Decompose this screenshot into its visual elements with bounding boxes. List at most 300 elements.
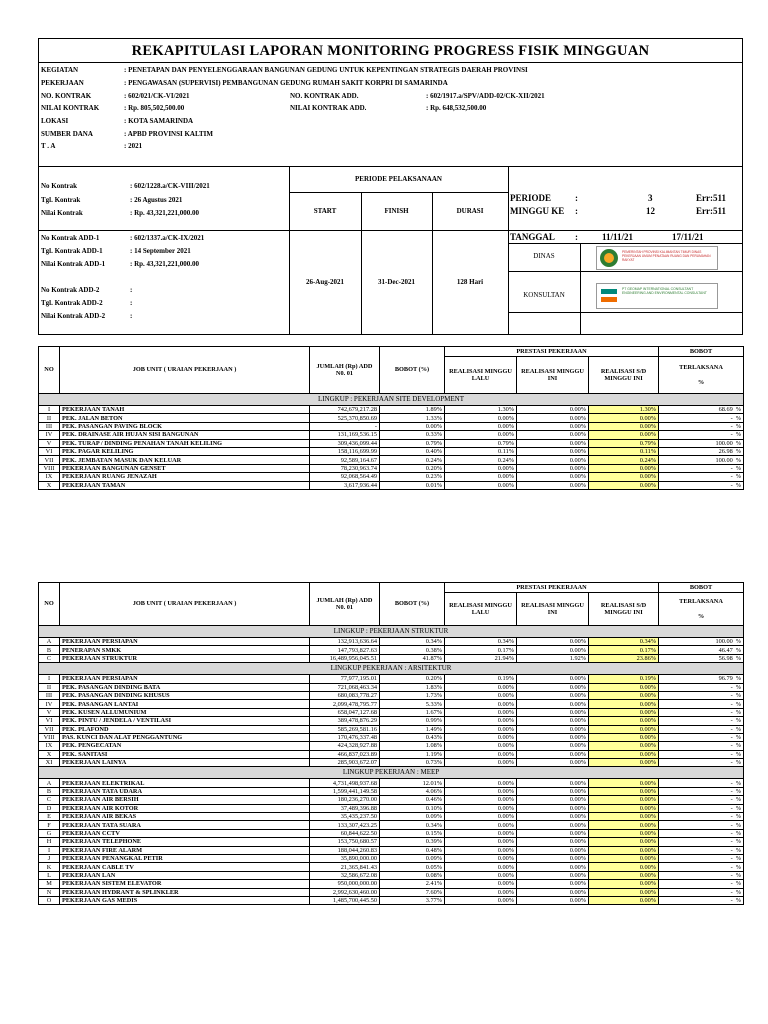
durasi-label: DURASI [456, 207, 484, 215]
row-terlaksana [659, 447, 744, 455]
row-job: PEKERJAAN AIR BEKAS [60, 813, 310, 821]
row-job: PEK. JALAN BETON [60, 414, 310, 422]
table-row [39, 422, 744, 430]
row-jumlah: 77,977,195.01 [310, 675, 380, 683]
row-ini: 0.00% [517, 871, 589, 879]
table-row [39, 646, 744, 654]
col-terlaksana [659, 593, 744, 626]
row-job: PENERAPAN SMKK [60, 646, 310, 654]
row-terlaksana-value: - [730, 422, 733, 430]
row-ini: 0.00% [517, 725, 589, 733]
konsultan-logo-text: PT GEOMAP INTERNATIONAL CONSULTANT ENGINEERING AND ENVIRONMENTAL CONSULTANT [622, 287, 707, 296]
progress-table-building [38, 582, 744, 905]
row-bobot: 1.08% [380, 742, 445, 750]
table-row [39, 733, 744, 741]
row-ini: 0.00% [517, 796, 589, 804]
row-bobot: 5.33% [380, 700, 445, 708]
row-sd: 0.00% [589, 742, 659, 750]
row-job: PEKERJAAN SISTEM ELEVATOR [60, 880, 310, 888]
section-heading: LINGKUP PEKERJAAN : MEEP [39, 767, 744, 779]
row-terlaksana [659, 750, 744, 758]
row-job: PEKERJAAN LAN [60, 871, 310, 879]
row-sd: 0.00% [589, 717, 659, 725]
row-bobot: 0.34% [380, 638, 445, 646]
row-sd: 0.11% [589, 447, 659, 455]
row-no: B [39, 646, 60, 654]
row-jumlah: 680,083,778.27 [310, 691, 380, 699]
col-terlaksana-pct: % [697, 613, 705, 620]
minggu-err: Err:511 [696, 206, 726, 216]
row-terlaksana-value: 100.00 [715, 456, 733, 464]
table-row [39, 796, 744, 804]
row-terlaksana [659, 787, 744, 795]
row-bobot: 0.23% [380, 473, 445, 481]
row-lalu: 0.00% [445, 742, 517, 750]
row-lalu: 0.79% [445, 439, 517, 447]
tanggal-label: TANGGAL [510, 232, 555, 242]
nilai-kontrak-add-label: NILAI KONTRAK ADD. [290, 104, 367, 112]
lokasi-label: LOKASI [41, 117, 69, 125]
row-job: PEKERJAAN CCTV [60, 829, 310, 837]
row-no: XI [39, 759, 60, 767]
table-header [39, 583, 744, 593]
table-row [39, 431, 744, 439]
row-sd: 0.00% [589, 854, 659, 862]
row-terlaksana-value: - [730, 838, 733, 846]
row-job: PEK. TURAP / DINDING PENAHAN TANAH KELILING [60, 439, 310, 447]
divider [38, 62, 743, 63]
row-terlaksana-pct: % [735, 863, 742, 871]
row-job: PEKERJAAN TANAH [60, 406, 310, 414]
row-terlaksana [659, 473, 744, 481]
row-ini: 0.00% [517, 481, 589, 489]
row-terlaksana-pct: % [735, 846, 742, 854]
table-row [39, 896, 744, 904]
row-ini: 0.00% [517, 846, 589, 854]
row-sd: 0.00% [589, 871, 659, 879]
row-lalu: 0.00% [445, 473, 517, 481]
add2-tgl-value: : [130, 299, 133, 307]
row-terlaksana-pct: % [735, 638, 742, 646]
row-terlaksana-value: - [730, 464, 733, 472]
col-terlaksana-top: BOBOT [659, 583, 744, 593]
row-job: PEKERJAAN CABLE TV [60, 863, 310, 871]
row-terlaksana-value: - [730, 692, 733, 700]
row-ini: 0.00% [517, 431, 589, 439]
col-terlaksana-mid: TERLAKSANA [679, 363, 723, 371]
row-lalu: 0.00% [445, 464, 517, 472]
table-row [39, 654, 744, 662]
row-bobot: 0.20% [380, 675, 445, 683]
row-ini: 1.92% [517, 654, 589, 662]
row-no: B [39, 787, 60, 795]
row-sd: 1.30% [589, 406, 659, 414]
row-lalu: 0.00% [445, 888, 517, 896]
row-job: PEKERJAAN PERSIAPAN [60, 638, 310, 646]
row-terlaksana-pct: % [735, 796, 742, 804]
row-ini: 0.00% [517, 813, 589, 821]
row-bobot: 7.60% [380, 888, 445, 896]
add1-nilai-label: Nilai Kontrak ADD-1 [41, 260, 106, 268]
row-no: O [39, 896, 60, 904]
row-job: PEK. PASANGAN DINDING BATA [60, 683, 310, 691]
row-ini: 0.00% [517, 863, 589, 871]
row-no: G [39, 829, 60, 837]
finish-label: FINISH [384, 207, 409, 215]
row-job: PEKERJAAN TAMAN [60, 481, 310, 489]
col-job: JOB UNIT ( URAIAN PEKERJAAN ) [60, 583, 310, 626]
divider [508, 230, 743, 231]
row-sd: 0.19% [589, 675, 659, 683]
divider [508, 271, 743, 272]
contract-tgl-label: Tgl. Kontrak [41, 196, 81, 204]
row-terlaksana [659, 700, 744, 708]
row-sd: 0.00% [589, 700, 659, 708]
row-no: H [39, 838, 60, 846]
col-lalu: REALISASI MINGGU LALU [445, 593, 517, 626]
row-lalu: 0.00% [445, 863, 517, 871]
no-kontrak-label: NO. KONTRAK [41, 92, 92, 100]
minggu-value: 12 [646, 206, 655, 216]
row-jumlah: 2,992,630,460.00 [310, 888, 380, 896]
row-terlaksana-pct: % [735, 838, 742, 846]
add1-tgl-label: Tgl. Kontrak ADD-1 [41, 247, 103, 255]
row-lalu: 0.00% [445, 880, 517, 888]
row-job: PEKERJAAN RUANG JENAZAH [60, 473, 310, 481]
row-sd: 0.00% [589, 683, 659, 691]
row-sd: 0.00% [589, 473, 659, 481]
start-label: START [313, 207, 337, 215]
col-bobot: BOBOT (%) [380, 347, 445, 394]
row-terlaksana-pct: % [735, 675, 742, 683]
table-row [39, 725, 744, 733]
row-sd: 0.00% [589, 733, 659, 741]
row-ini: 0.00% [517, 880, 589, 888]
row-lalu: 0.24% [445, 456, 517, 464]
row-no: X [39, 481, 60, 489]
lokasi-value: : KOTA SAMARINDA [124, 117, 194, 125]
tanggal-from: 11/11/21 [602, 232, 634, 242]
row-terlaksana-pct: % [735, 481, 742, 489]
row-jumlah: 721,068,463.34 [310, 683, 380, 691]
row-jumlah: 1,485,700,445.50 [310, 896, 380, 904]
row-job: PEKERJAAN BANGUNAN GENSET [60, 464, 310, 472]
row-lalu: 0.00% [445, 683, 517, 691]
row-job: PEK. PASANGAN LANTAI [60, 700, 310, 708]
row-bobot: 0.01% [380, 481, 445, 489]
add2-no-value: : [130, 286, 133, 294]
row-terlaksana-pct: % [735, 804, 742, 812]
row-lalu: 0.00% [445, 779, 517, 787]
row-terlaksana-value: - [730, 742, 733, 750]
row-terlaksana [659, 796, 744, 804]
row-sd: 0.00% [589, 422, 659, 430]
row-terlaksana [659, 871, 744, 879]
row-terlaksana-pct: % [735, 406, 742, 414]
row-bobot: 12.01% [380, 779, 445, 787]
section-heading-row [39, 394, 744, 406]
row-terlaksana-value: - [730, 750, 733, 758]
table-row [39, 787, 744, 795]
row-jumlah: 21,365,841.43 [310, 863, 380, 871]
row-no: VIII [39, 733, 60, 741]
row-terlaksana-pct: % [735, 725, 742, 733]
table-row [39, 473, 744, 481]
add2-no-label: No Kontrak ADD-2 [41, 286, 100, 294]
row-terlaksana-value: 100.00 [715, 439, 733, 447]
row-bobot: 1.49% [380, 725, 445, 733]
divider [580, 243, 581, 335]
row-ini: 0.00% [517, 708, 589, 716]
row-bobot: 0.08% [380, 871, 445, 879]
minggu-colon: : [575, 206, 578, 216]
row-jumlah: 147,793,827.63 [310, 646, 380, 654]
dinas-logo-text: PEMERINTAH PROVINSI KALIMANTAN TIMUR DINAS PEKERJAAN UMUM PENATAAN RUANG DAN PERUMAHAN RAKYAT [622, 250, 711, 262]
add1-no-value: : 602/1337.a/CK-IX/2021 [130, 234, 205, 242]
no-kontrak-add-label: NO. KONTRAK ADD. [290, 92, 359, 100]
row-lalu: 0.34% [445, 638, 517, 646]
row-jumlah: 585,269,581.16 [310, 725, 380, 733]
row-lalu: 0.00% [445, 422, 517, 430]
row-terlaksana [659, 708, 744, 716]
row-bobot: 0.46% [380, 796, 445, 804]
konsultan-label: KONSULTAN [523, 291, 565, 299]
row-lalu: 0.00% [445, 871, 517, 879]
section-heading-row [39, 626, 744, 638]
no-kontrak-value: : 602/021/CK-VI/2021 [124, 92, 190, 100]
row-terlaksana [659, 854, 744, 862]
row-terlaksana-value: - [730, 473, 733, 481]
row-terlaksana [659, 406, 744, 414]
row-sd: 0.00% [589, 846, 659, 854]
row-ini: 0.00% [517, 733, 589, 741]
row-terlaksana [659, 759, 744, 767]
row-terlaksana-pct: % [735, 683, 742, 691]
row-sd: 0.00% [589, 896, 659, 904]
row-terlaksana [659, 431, 744, 439]
row-bobot: 0.99% [380, 717, 445, 725]
row-no: IX [39, 473, 60, 481]
row-terlaksana [659, 725, 744, 733]
row-lalu: 0.00% [445, 431, 517, 439]
row-terlaksana-value: - [730, 431, 733, 439]
row-terlaksana-pct: % [735, 897, 742, 905]
row-job: PEKERJAAN FIRE ALARM [60, 846, 310, 854]
divider [38, 230, 508, 231]
row-terlaksana-pct: % [735, 431, 742, 439]
col-sd: REALISASI S/D MINGGU INI [589, 357, 659, 394]
dinas-label: DINAS [533, 252, 555, 260]
row-terlaksana-pct: % [735, 646, 742, 654]
contract-tgl-value: : 26 Agustus 2021 [130, 196, 183, 204]
row-jumlah: 3,617,936.44 [310, 481, 380, 489]
row-terlaksana-value: - [730, 846, 733, 854]
row-lalu: 0.00% [445, 796, 517, 804]
kegiatan-value: : PENETAPAN DAN PENYELENGGARAAN BANGUNAN GEDUNG UNTUK KEPENTINGAN STRATEGIS DAERAH PROVINSI [124, 66, 528, 74]
row-sd: 0.00% [589, 759, 659, 767]
finish-value: 31-Dec-2021 [378, 278, 415, 286]
row-no: F [39, 821, 60, 829]
table-row [39, 464, 744, 472]
contract-no-label: No Kontrak [41, 182, 77, 190]
row-terlaksana [659, 646, 744, 654]
table-row [39, 683, 744, 691]
row-terlaksana [659, 804, 744, 812]
row-terlaksana [659, 464, 744, 472]
nilai-kontrak-value: : Rp. 805,502,500.00 [124, 104, 185, 112]
table-row [39, 846, 744, 854]
col-job: JOB UNIT ( URAIAN PEKERJAAN ) [60, 347, 310, 394]
row-sd: 0.00% [589, 804, 659, 812]
col-jumlah: JUMLAH (Rp) ADD N0. 01 [310, 583, 380, 626]
row-sd: 0.00% [589, 414, 659, 422]
divider [38, 166, 743, 167]
row-terlaksana-pct: % [735, 813, 742, 821]
row-job: PEK. JEMBATAN MASUK DAN KELUAR [60, 456, 310, 464]
row-jumlah: 309,436,099.44 [310, 439, 380, 447]
row-terlaksana [659, 414, 744, 422]
nilai-kontrak-label: NILAI KONTRAK [41, 104, 100, 112]
row-job: PEKERJAAN HYDRANT & SPLINKLER [60, 888, 310, 896]
table-row [39, 414, 744, 422]
row-bobot: 0.33% [380, 431, 445, 439]
row-terlaksana-pct: % [735, 456, 742, 464]
contract-no-value: : 602/1228.a/CK-VIII/2021 [130, 182, 210, 190]
table-row [39, 717, 744, 725]
col-terlaksana-pct: % [697, 379, 705, 386]
col-no: NO [39, 347, 60, 394]
row-ini: 0.00% [517, 779, 589, 787]
row-sd: 0.00% [589, 750, 659, 758]
row-terlaksana-value: - [730, 414, 733, 422]
table-row [39, 863, 744, 871]
col-bobot: BOBOT (%) [380, 583, 445, 626]
row-ini: 0.00% [517, 717, 589, 725]
row-job: PEKERJAAN ELEKTRIKAL [60, 779, 310, 787]
section-heading: LINGKUP : PEKERJAAN STRUKTUR [39, 626, 744, 638]
row-lalu: 0.17% [445, 646, 517, 654]
table-row [39, 750, 744, 758]
divider [508, 166, 509, 335]
row-ini: 0.00% [517, 787, 589, 795]
row-ini: 0.00% [517, 700, 589, 708]
row-terlaksana-pct: % [735, 788, 742, 796]
row-terlaksana-value: 68.69 [718, 406, 733, 414]
table-row [39, 871, 744, 879]
row-job: PEK. PINTU / JENDELA / VENTILASI [60, 717, 310, 725]
row-sd: 0.00% [589, 813, 659, 821]
row-terlaksana-pct: % [735, 759, 742, 767]
col-prestasi: PRESTASI PEKERJAAN [445, 347, 659, 357]
row-terlaksana-value: - [730, 708, 733, 716]
row-job: PEK. PENGECATAN [60, 742, 310, 750]
row-terlaksana-value: - [730, 897, 733, 905]
row-no: D [39, 804, 60, 812]
table-row [39, 888, 744, 896]
row-job: PEK. PASANGAN PAVING BLOCK [60, 422, 310, 430]
row-lalu: 0.00% [445, 846, 517, 854]
row-bobot: 1.19% [380, 750, 445, 758]
row-jumlah: 466,837,023.89 [310, 750, 380, 758]
row-ini: 0.00% [517, 422, 589, 430]
sumber-dana-value: : APBD PROVINSI KALTIM [124, 130, 214, 138]
row-bobot: 0.09% [380, 854, 445, 862]
row-ini: 0.00% [517, 750, 589, 758]
row-ini: 0.00% [517, 821, 589, 829]
row-jumlah: 424,328,927.88 [310, 742, 380, 750]
row-lalu: 0.00% [445, 700, 517, 708]
row-jumlah: 37,489,396.88 [310, 804, 380, 812]
row-terlaksana [659, 456, 744, 464]
row-lalu: 0.19% [445, 675, 517, 683]
row-jumlah: 133,307,423.25 [310, 821, 380, 829]
row-terlaksana-pct: % [735, 692, 742, 700]
row-terlaksana-pct: % [735, 734, 742, 742]
row-bobot: 4.06% [380, 787, 445, 795]
tanggal-colon: : [575, 232, 578, 242]
row-bobot: 0.73% [380, 759, 445, 767]
row-lalu: 0.00% [445, 750, 517, 758]
row-sd: 0.00% [589, 691, 659, 699]
col-terlaksana [659, 357, 744, 394]
add1-tgl-value: : 14 September 2021 [130, 247, 191, 255]
table-row [39, 456, 744, 464]
periode-value: 3 [648, 193, 653, 203]
row-bobot: 1.89% [380, 406, 445, 414]
row-terlaksana [659, 813, 744, 821]
row-terlaksana-value: - [730, 830, 733, 837]
row-jumlah: 170,476,337.48 [310, 733, 380, 741]
sumber-dana-label: SUMBER DANA [41, 130, 93, 138]
row-bobot: 1.67% [380, 708, 445, 716]
row-no: V [39, 708, 60, 716]
row-ini: 0.00% [517, 691, 589, 699]
periode-err: Err:511 [696, 193, 726, 203]
row-job: PEKERJAAN LAINYA [60, 759, 310, 767]
divider [289, 192, 508, 193]
divider [508, 243, 743, 244]
row-lalu: 0.00% [445, 829, 517, 837]
table-row [39, 821, 744, 829]
row-ini: 0.00% [517, 473, 589, 481]
row-sd: 0.00% [589, 888, 659, 896]
row-jumlah: 4,731,498,937.68 [310, 779, 380, 787]
row-ini: 0.00% [517, 838, 589, 846]
row-terlaksana-value: - [730, 821, 733, 829]
row-bobot: 0.43% [380, 733, 445, 741]
row-sd: 0.00% [589, 431, 659, 439]
row-terlaksana-pct: % [735, 871, 742, 879]
col-lalu: REALISASI MINGGU LALU [445, 357, 517, 394]
row-jumlah: 92,589,164.67 [310, 456, 380, 464]
section-heading: LINGKUP PEKERJAAN : ARSITEKTUR [39, 663, 744, 675]
row-sd: 0.00% [589, 863, 659, 871]
row-bobot: 2.41% [380, 880, 445, 888]
row-no: J [39, 854, 60, 862]
row-terlaksana [659, 821, 744, 829]
row-jumlah: 389,478,876.29 [310, 717, 380, 725]
table-row [39, 447, 744, 455]
row-job: PAS. KUNCI DAN ALAT PENGGANTUNG [60, 733, 310, 741]
row-lalu: 0.00% [445, 821, 517, 829]
row-jumlah: 180,236,270.00 [310, 796, 380, 804]
row-job: PEKERJAAN AIR KOTOR [60, 804, 310, 812]
row-ini: 0.00% [517, 447, 589, 455]
row-terlaksana-value: 56.98 [718, 654, 733, 662]
row-sd: 0.00% [589, 779, 659, 787]
section-heading-row [39, 663, 744, 675]
table-row [39, 854, 744, 862]
